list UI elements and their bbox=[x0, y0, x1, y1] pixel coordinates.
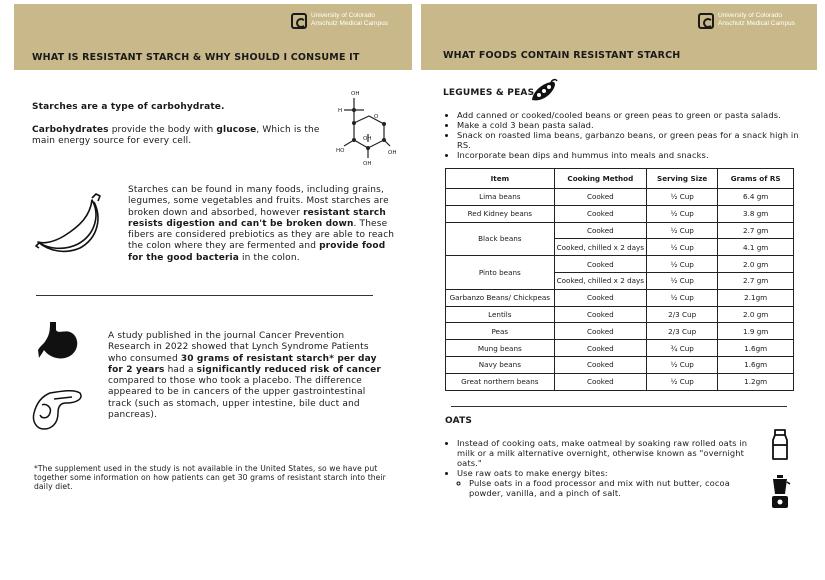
pancreas-icon bbox=[32, 385, 84, 433]
section-divider bbox=[451, 406, 787, 407]
university-logo bbox=[291, 12, 388, 29]
table-row bbox=[446, 340, 794, 357]
table-cell: Lentils bbox=[446, 306, 555, 323]
table-cell: ½ Cup bbox=[647, 205, 718, 222]
table-row bbox=[446, 205, 794, 222]
table-cell: Lima beans bbox=[446, 189, 555, 206]
university-logo bbox=[698, 12, 795, 29]
table-cell: ½ Cup bbox=[647, 272, 718, 289]
table-cell: ½ Cup bbox=[647, 289, 718, 306]
right-page bbox=[421, 4, 817, 576]
column-header: Serving Size bbox=[647, 169, 718, 189]
table-cell: Red Kidney beans bbox=[446, 205, 555, 222]
oats-heading: OATS bbox=[445, 416, 473, 426]
table-cell: ½ Cup bbox=[647, 256, 718, 273]
table-cell: 1.6gm bbox=[718, 356, 794, 373]
glucose-label-oh-mid: OH bbox=[363, 136, 372, 142]
table-row bbox=[446, 256, 794, 273]
starch-paragraph: Starches can be found in many foods, including grains, legumes, some vegetables and fruits. Most starches are broken down and absorbed, however resistant starch resists digestion and can't be broken down. These fibers are considered prebiotics as they are able to reach the colon where they are fermented and provide food for the good bacteria in the colon. bbox=[128, 185, 395, 263]
table-cell: 6.4 gm bbox=[718, 189, 794, 206]
table-cell: Cooked bbox=[554, 189, 646, 206]
table-cell: ½ Cup bbox=[647, 356, 718, 373]
table-cell: 2.0 gm bbox=[718, 256, 794, 273]
table-row bbox=[446, 323, 794, 340]
table-row bbox=[446, 373, 794, 390]
table-cell: Cooked bbox=[554, 256, 646, 273]
glucose-label-h: H bbox=[338, 108, 343, 114]
table-cell: Garbanzo Beans/ Chickpeas bbox=[446, 289, 555, 306]
table-cell: Great northern beans bbox=[446, 373, 555, 390]
table-cell: Cooked bbox=[554, 306, 646, 323]
table-row bbox=[446, 222, 794, 239]
list-item: • Incorporate bean dips and hummus into meals and snacks. bbox=[457, 150, 802, 160]
blender-icon bbox=[768, 474, 792, 510]
table-cell: Cooked bbox=[554, 323, 646, 340]
intro-heading: Starches are a type of carbohydrate. bbox=[32, 102, 225, 112]
table-row bbox=[446, 289, 794, 306]
list-item: • Snack on roasted lima beans, garbanzo beans, or green peas for a snack high in RS. bbox=[457, 130, 802, 150]
table-cell: Cooked bbox=[554, 205, 646, 222]
table-cell: Pinto beans bbox=[446, 256, 555, 290]
table-cell: Mung beans bbox=[446, 340, 555, 357]
oats-list bbox=[445, 438, 763, 498]
legumes-list bbox=[445, 110, 802, 160]
left-page-title: WHAT IS RESISTANT STARCH & WHY SHOULD I CONSUME IT bbox=[32, 52, 360, 63]
table-cell: 2/3 Cup bbox=[647, 323, 718, 340]
glucose-label-oh-right: OH bbox=[388, 150, 397, 156]
table-cell: ½ Cup bbox=[647, 373, 718, 390]
logo-line1: University of Colorado bbox=[718, 12, 782, 19]
table-cell: Peas bbox=[446, 323, 555, 340]
glucose-molecule-icon bbox=[332, 88, 404, 166]
table-cell: 1.6gm bbox=[718, 340, 794, 357]
table-cell: Navy beans bbox=[446, 356, 555, 373]
column-header: Cooking Method bbox=[554, 169, 646, 189]
table-cell: 2.7 gm bbox=[718, 272, 794, 289]
table-cell: Black beans bbox=[446, 222, 555, 256]
study-paragraph: A study published in the journal Cancer Prevention Research in 2022 showed that Lynch Syndrome Patients who consumed 30 grams of resistant starch* per day for 2 years had a significantly reduced risk of cancer compared to those who took a placebo. The difference appeared to be in cancers of the upper gastrointestinal track (such as stomach, upper intestine, bile duct and pancreas). bbox=[108, 331, 381, 421]
cu-logo-icon bbox=[291, 13, 307, 29]
table-row bbox=[446, 189, 794, 206]
legumes-heading: LEGUMES & PEAS bbox=[443, 88, 535, 98]
table-cell: ½ Cup bbox=[647, 222, 718, 239]
table-cell: 2.0 gm bbox=[718, 306, 794, 323]
table-cell: ½ Cup bbox=[647, 239, 718, 256]
table-cell: ¾ Cup bbox=[647, 340, 718, 357]
table-cell: 2.1gm bbox=[718, 289, 794, 306]
resistant-starch-table bbox=[445, 168, 794, 391]
list-item: ◦ Pulse oats in a food processor and mix with nut butter, cocoa powder, vanilla, and a pinch of salt. bbox=[469, 478, 763, 498]
list-item: • Add canned or cooked/cooled beans or green peas to green or pasta salads. bbox=[457, 110, 802, 120]
table-cell: 2.7 gm bbox=[718, 222, 794, 239]
table-cell: 1.2gm bbox=[718, 373, 794, 390]
left-page bbox=[14, 4, 412, 576]
table-cell: Cooked bbox=[554, 289, 646, 306]
right-header-band bbox=[421, 4, 817, 70]
column-header: Grams of RS bbox=[718, 169, 794, 189]
left-header-band bbox=[14, 4, 412, 70]
glucose-label-oh-top: OH bbox=[351, 91, 360, 97]
logo-line2: Anschutz Medical Campus bbox=[718, 19, 795, 27]
logo-line2: Anschutz Medical Campus bbox=[311, 19, 388, 27]
milk-bottle-icon bbox=[769, 428, 791, 462]
table-cell: 4.1 gm bbox=[718, 239, 794, 256]
carbohydrate-text: Carbohydrates provide the body with glucose, Which is the main energy source for every cell. bbox=[32, 125, 320, 147]
table-cell: Cooked, chilled x 2 days bbox=[554, 239, 646, 256]
table-cell: Cooked bbox=[554, 222, 646, 239]
pea-pod-icon bbox=[529, 78, 559, 104]
table-cell: Cooked, chilled x 2 days bbox=[554, 272, 646, 289]
glucose-label-o: O bbox=[374, 114, 379, 120]
column-header: Item bbox=[446, 169, 555, 189]
footnote: *The supplement used in the study is not available in the United States, so we have put together some information on how patients can get 30 grams of resistant starch into their daily diet. bbox=[34, 464, 386, 492]
table-cell: 2/3 Cup bbox=[647, 306, 718, 323]
stomach-icon bbox=[38, 320, 82, 360]
glucose-label-oh-bottom: OH bbox=[363, 161, 372, 166]
list-item: • Instead of cooking oats, make oatmeal by soaking raw rolled oats in milk or a milk alternative overnight, otherwise known as "overnight oats." bbox=[457, 438, 763, 468]
table-header-row bbox=[446, 169, 794, 189]
cu-logo-icon bbox=[698, 13, 714, 29]
table-cell: Cooked bbox=[554, 373, 646, 390]
table-row bbox=[446, 356, 794, 373]
banana-icon bbox=[34, 192, 116, 254]
glucose-label-ho: HO bbox=[336, 148, 345, 154]
table-cell: 1.9 gm bbox=[718, 323, 794, 340]
section-divider bbox=[36, 295, 373, 296]
right-page-title: WHAT FOODS CONTAIN RESISTANT STARCH bbox=[443, 50, 681, 61]
list-item: • Make a cold 3 bean pasta salad. bbox=[457, 120, 802, 130]
table-cell: 3.8 gm bbox=[718, 205, 794, 222]
table-row bbox=[446, 306, 794, 323]
table-cell: ½ Cup bbox=[647, 189, 718, 206]
logo-line1: University of Colorado bbox=[311, 12, 375, 19]
list-item: • Use raw oats to make energy bites: ◦ Pulse oats in a food processor and mix with nut butter, cocoa powder, vanilla, and a pinch of salt. bbox=[457, 468, 763, 498]
table-cell: Cooked bbox=[554, 340, 646, 357]
table-cell: Cooked bbox=[554, 356, 646, 373]
